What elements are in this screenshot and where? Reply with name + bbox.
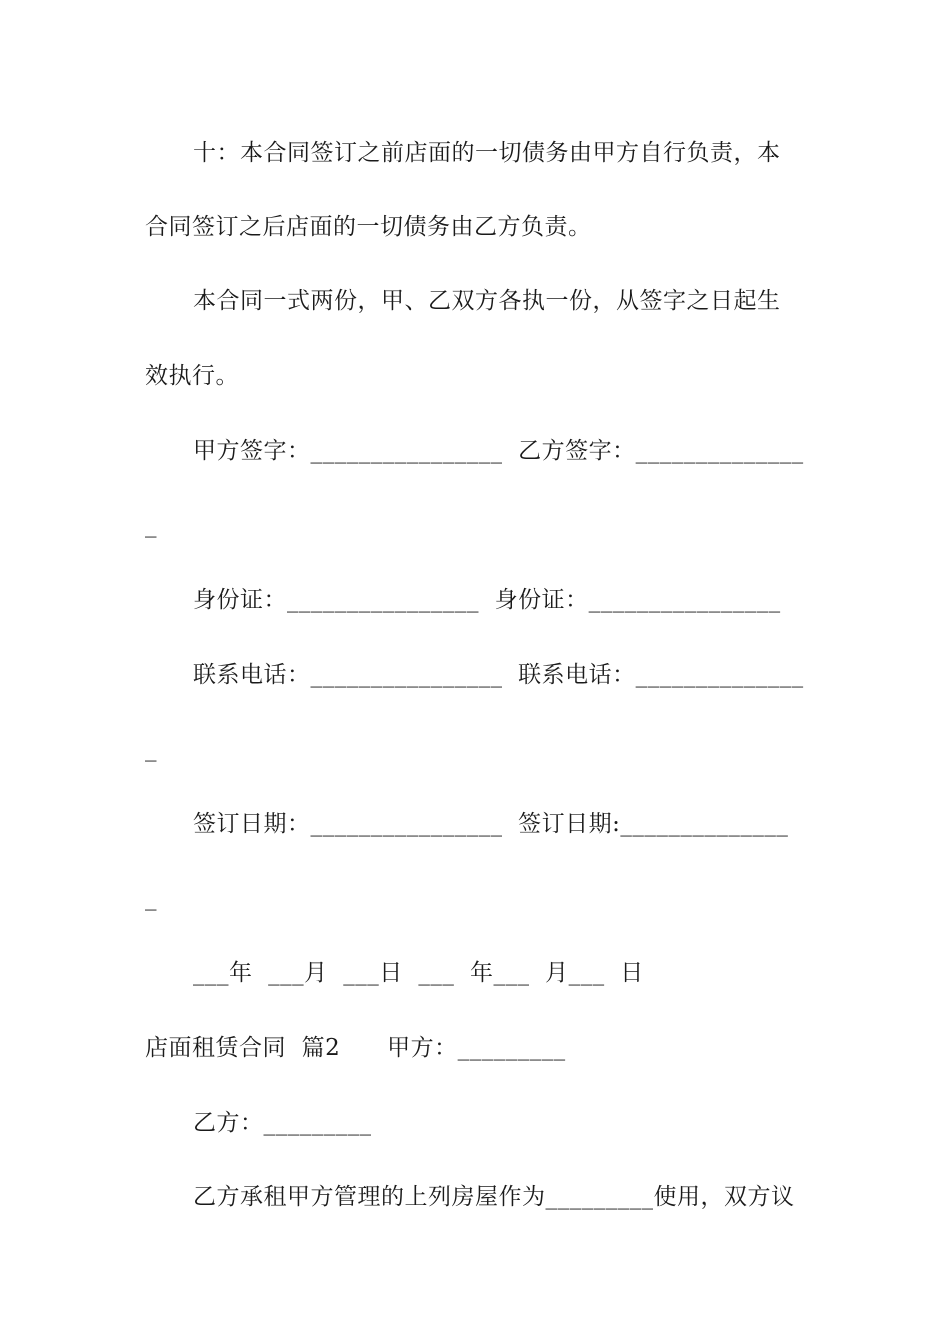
paragraph-line: 十：本合同签订之前店面的一切债务由甲方自行负责，本 bbox=[193, 140, 781, 166]
phone-line-overflow: _ bbox=[145, 736, 157, 762]
signature-line: 甲方签字：________________ 乙方签字：______________ bbox=[193, 438, 804, 464]
party-b-line: 乙方：_________ bbox=[193, 1110, 372, 1136]
section-heading-line: 店面租赁合同 篇2 甲方：_________ bbox=[145, 1035, 566, 1061]
sign-date-line: 签订日期：________________ 签订日期:______________ bbox=[193, 811, 789, 837]
id-card-line: 身份证：________________ 身份证：________________ bbox=[193, 587, 781, 613]
paragraph-line: 乙方承租甲方管理的上列房屋作为_________使用，双方议 bbox=[193, 1184, 795, 1210]
paragraph-line: 合同签订之后店面的一切债务由乙方负责。 bbox=[145, 214, 592, 240]
date-fields-line: ___年 ___月 ___日 ___ 年___ 月___ 日 bbox=[193, 960, 644, 986]
paragraph-line: 效执行。 bbox=[145, 363, 239, 389]
signature-line-overflow: _ bbox=[145, 512, 157, 538]
sign-date-line-overflow: _ bbox=[145, 885, 157, 911]
paragraph-line: 本合同一式两份，甲、乙双方各执一份，从签字之日起生 bbox=[193, 288, 781, 314]
phone-line: 联系电话：________________ 联系电话：______________ bbox=[193, 662, 804, 688]
